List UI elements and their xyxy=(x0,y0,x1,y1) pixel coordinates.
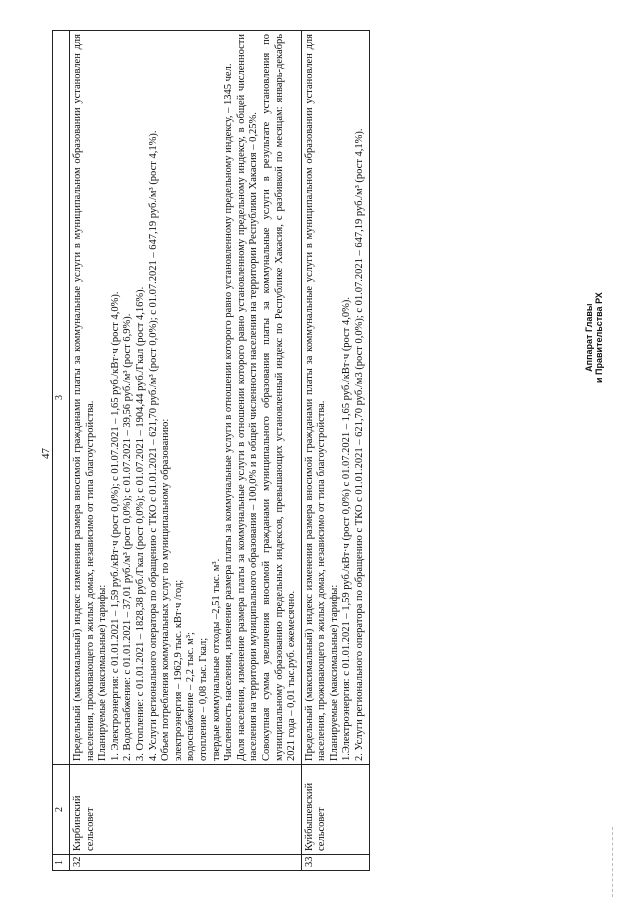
paragraph: Совокупная сумма увеличения вносимой гражданами муниципального образования платы за коммунальные услуги в результате установления по муниципальному образованию предельных индексов, превышающих установленный индекс по Республике Хакасия, с разбивкой по месяцам: январь-декабрь 2021 года – 0,01 тыс.руб. ежемесячно. xyxy=(260,34,298,761)
page-number: 47 xyxy=(40,448,52,459)
row-number: 33 xyxy=(301,855,369,871)
table-row xyxy=(70,31,302,871)
municipality-name: Куйбышевский сельсовет xyxy=(301,765,369,855)
table-row xyxy=(301,31,369,871)
paragraph: Объем потребления коммунальных услуг по муниципальному образованию: xyxy=(160,418,172,761)
paragraph: 3. Отопление: с 01.01.2021 – 1828,38 руб./Гкал (рост 0,0%); с 01.07.2021 – 1904,44 руб./Гкал (рост 4,16%). xyxy=(134,286,146,761)
paragraph: Планируемые (максимальные) тарифы: xyxy=(328,584,340,761)
paragraph: отопление – 0,08 тыс. Гкал; xyxy=(197,637,209,761)
column-header: 2 xyxy=(53,765,70,855)
paragraph: Планируемые (максимальные) тарифы: xyxy=(97,584,109,761)
tariff-description xyxy=(301,31,369,765)
tariff-table xyxy=(52,30,370,871)
scan-margin-mark xyxy=(612,827,613,897)
paragraph: Численность населения, изменение размера платы за коммунальные услуги в отношении которого равно установленному предельному индексу, – 1345 чел. xyxy=(223,63,235,761)
column-header: 1 xyxy=(53,855,70,871)
table-header-row xyxy=(53,31,70,871)
paragraph: 1.Электроэнергия: с 01.01.2021 – 1,59 руб./кВт·ч (рост 0,0%) с 01.07.2021 – 1,65 руб./кВт·ч (рост 4,0%). xyxy=(341,297,353,761)
municipality-name: Кирбинский сельсовет xyxy=(70,765,302,855)
paragraph: 1. Электроэнергия: с 01.01.2021 – 1,59 руб./кВт·ч (рост 0,0%); с 01.07.2021 – 1,65 руб./кВт·ч (рост 4,0%). xyxy=(109,291,121,761)
row-number: 32 xyxy=(70,855,302,871)
paragraph: Предельный (максимальный) индекс изменения размера вносимой гражданами платы за коммунальные услуги в муниципальном образовании установлен для населения, проживающего в жилых домах, независимо от типа благоустройства. xyxy=(303,34,328,761)
stamp-line: Аппарат Главы xyxy=(584,303,594,372)
column-header: 3 xyxy=(53,31,70,765)
paragraph: 2. Водоснабжение: с 01.01.2021 – 37,01 руб./м³ (рост 0,0%); с 01.07.2021 – 39,56 руб./м³ (рост 6,9%). xyxy=(122,313,134,761)
paragraph: твердые коммунальные отходы –2,51 тыс. м³. xyxy=(210,558,222,761)
paragraph: водоснабжение – 2,2 тыс. м³; xyxy=(185,632,197,761)
paragraph: 2. Услуги регионального оператора по обращению с ТКО с 01.01.2021 – 621,70 руб./м3 (рост 0,0%); с 01.07.2021 – 647,19 руб./м³ (рост 4,1%). xyxy=(354,128,366,761)
paragraph: электроэнергия – 1962,9 тыс. кВт·ч /год; xyxy=(172,579,184,761)
tariff-description xyxy=(70,31,302,765)
stamp-line: и Правительства РХ xyxy=(594,292,604,383)
office-stamp xyxy=(584,292,604,383)
paragraph: Предельный (максимальный) индекс изменения размера вносимой гражданами платы за коммунальные услуги в муниципальном образовании установлен для населения, проживающего в жилых домах, независимо от типа благоустройства. xyxy=(72,34,96,761)
paragraph: Доля населения, изменение размера платы за коммунальные услуги в отношении которого равно установленному предельному индексу, в общей численности населения на территории муниципального образования – 100,0% и в общей численности населения на территории Республики Хакасия – 0,25%. xyxy=(235,34,260,761)
paragraph: 4. Услуги регионального оператора по обращению с ТКО с 01.01.2021 – 621,70 руб./м³ (рост 0,0%); с 01.07.2021 – 647,19 руб./м³ (рост 4,1%). xyxy=(147,130,159,761)
